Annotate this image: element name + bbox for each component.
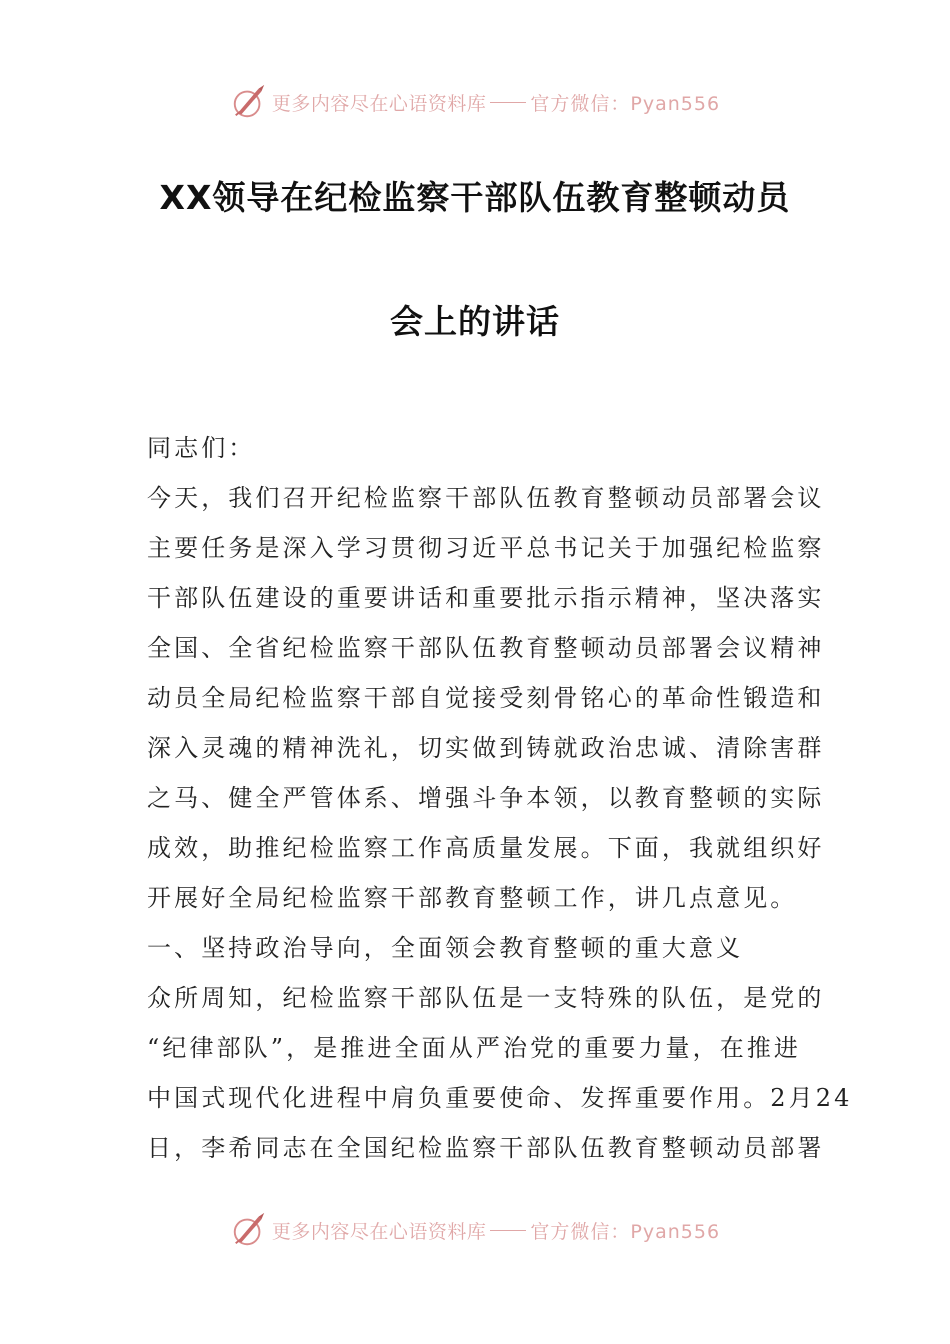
watermark-separator: [490, 102, 526, 103]
watermark-contact-text: 官方微信：Pyan556: [530, 1220, 721, 1243]
quill-circle-icon: [230, 1211, 268, 1249]
body-line: 全国、全省纪检监察干部队伍教育整顿动员部署会议精神: [147, 634, 825, 662]
quill-circle-icon: [230, 83, 268, 121]
header-watermark-banner: [0, 80, 950, 124]
body-line: 深入灵魂的精神洗礼，切实做到铸就政治忠诚、清除害群: [147, 734, 825, 762]
body-line: “纪律部队”，是推进全面从严治党的重要力量，在推进: [147, 1034, 802, 1062]
document-title-line-2: 会上的讲话: [390, 302, 560, 341]
body-line: 开展好全局纪检监察干部教育整顿工作，讲几点意见。: [147, 884, 798, 912]
body-line: 主要任务是深入学习贯彻习近平总书记关于加强纪检监察: [147, 534, 825, 562]
body-line: 同志们：: [147, 434, 256, 462]
watermark-brand-text: 更多内容尽在心语资料库: [271, 1220, 487, 1243]
watermark-contact-text: 官方微信：Pyan556: [530, 92, 721, 115]
body-line: 众所周知，纪检监察干部队伍是一支特殊的队伍，是党的: [147, 984, 825, 1012]
section-heading: 一、坚持政治导向，全面领会教育整顿的重大意义: [147, 934, 744, 962]
watermark-separator: [490, 1230, 526, 1231]
document-title-line-1: XX领导在纪检监察干部队伍教育整顿动员: [159, 178, 791, 217]
document-body: [147, 428, 853, 1178]
body-line: 日，李希同志在全国纪检监察干部队伍教育整顿动员部署: [147, 1134, 825, 1162]
body-line: 干部队伍建设的重要讲话和重要批示指示精神，坚决落实: [147, 584, 825, 612]
body-line: 之马、健全严管体系、增强斗争本领，以教育整顿的实际: [147, 784, 825, 812]
body-line: 动员全局纪检监察干部自觉接受刻骨铭心的革命性锻造和: [147, 684, 825, 712]
footer-watermark-banner: [0, 1208, 950, 1252]
body-line: 中国式现代化进程中肩负重要使命、发挥重要作用。2月24: [147, 1084, 853, 1112]
body-line: 成效，助推纪检监察工作高质量发展。下面，我就组织好: [147, 834, 825, 862]
watermark-brand-text: 更多内容尽在心语资料库: [271, 92, 487, 115]
body-line: 今天，我们召开纪检监察干部队伍教育整顿动员部署会议: [147, 484, 825, 512]
